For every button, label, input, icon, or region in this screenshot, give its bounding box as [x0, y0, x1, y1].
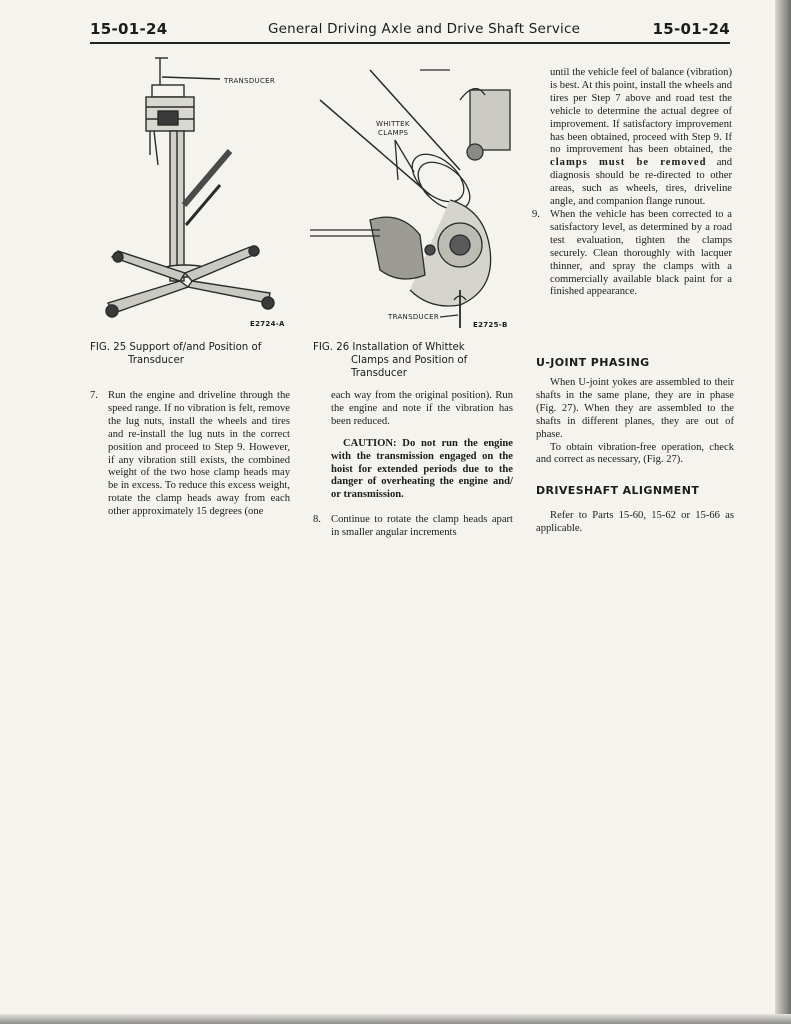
- whittek-label: WHITTEK: [376, 120, 410, 128]
- continuation-text-b: and diagnosis should be re-directed to other areas, such as wheels, tires, driveline angle, and companion flange runout.: [550, 157, 732, 208]
- ujoint-phasing-heading: U-JOINT PHASING: [536, 356, 650, 369]
- caution-note: CAUTION: Do not run the engine with the transmission engaged on the hoist for extended periods due to the danger of overheating the engine and/ or transmission.: [331, 437, 513, 501]
- caption-line-2: Clamps and Position of: [351, 355, 468, 366]
- step-text: When the vehicle has been corrected to a satisfactory level, as determined by a road test evaluation, tighten the clamps securely. Clean thoroughly with lacquer thinner, and spray the clamps with a commercially available black paint for a finished appearance.: [550, 208, 732, 298]
- whittek-clamp-illustration: [310, 60, 516, 332]
- ujoint-paragraph-2: To obtain vibration-free operation, check and correct as necessary, (Fig. 27).: [536, 441, 734, 466]
- clamps-removed-emphasis: clamps must be removed: [550, 157, 707, 169]
- column-1-text: [90, 390, 290, 519]
- ujoint-paragraph-1: When U-joint yokes are assembled to their shafts in the same plane, they are in phase (Fig. 27). When they are assembled to the shafts in different planes, they are out of phase.: [536, 377, 734, 440]
- column-3-text: [532, 67, 732, 299]
- caption-line-1: FIG. 26 Installation of Whittek: [313, 342, 465, 353]
- step-8: [313, 514, 513, 540]
- caption-line-2: Transducer: [128, 355, 184, 366]
- step-number: 8.: [313, 514, 321, 526]
- transducer-label: TRANSDUCER: [388, 313, 440, 321]
- step-text: Run the engine and driveline through the speed range. If no vibration is felt, remove the lug nuts, install the wheels and tires and re-install the lug nuts in the correct position and proceed to Step 9. However, if any vibration still exists, the combined weight of the two hose clamp heads may be in excess. To reduce this excess weight, rotate the clamp heads away from each other approximately 15 degrees (one: [108, 390, 290, 518]
- caption-line-3: Transducer: [351, 368, 407, 379]
- transducer-label: TRANSDUCER: [224, 77, 276, 85]
- transducer-stand-illustration: [100, 55, 290, 333]
- caption-line-1: FIG. 25 Support of/and Position of: [90, 342, 262, 353]
- clamps-label: CLAMPS: [378, 129, 409, 137]
- page-title: General Driving Axle and Drive Shaft Service: [268, 21, 581, 37]
- driveshaft-alignment-heading: DRIVESHAFT ALIGNMENT: [536, 484, 700, 497]
- step-text: Continue to rotate the clamp heads apart in smaller angular increments: [331, 514, 513, 539]
- figure-26-caption: [313, 341, 523, 380]
- continuation-text-a: until the vehicle feel of balance (vibration) is best. At this point, install the wheels and tires per Step 7 above and road test the vehicle to determine the actual degree of improvement. If satisfactory improvement has been obtained, proceed with Step 9. If no improvement has been obtained, the: [550, 67, 732, 156]
- page-number-left: 15-01-24: [90, 20, 168, 38]
- driveshaft-alignment-text: [536, 510, 734, 536]
- figure-code: E2725-B: [473, 321, 508, 329]
- figure-25-caption: [90, 341, 310, 367]
- header-rule: [90, 42, 730, 44]
- step-8-continuation: [532, 67, 732, 209]
- figure-26-whittek-clamps: [310, 60, 516, 332]
- figure-code: E2724-A: [250, 320, 285, 328]
- step-number: 9.: [532, 208, 540, 220]
- alignment-paragraph: Refer to Parts 15-60, 15-62 or 15-66 as applicable.: [536, 510, 734, 534]
- ujoint-phasing-text: [536, 377, 734, 467]
- page-number-right: 15-01-24: [652, 20, 730, 38]
- step-7-continuation: each way from the original position). Run the engine and note if the vibration has been reduced.: [331, 390, 513, 427]
- page-header: [90, 18, 730, 42]
- page-edge-shadow: [775, 0, 791, 1024]
- figure-25-transducer-stand: [100, 55, 290, 333]
- column-2-text: [313, 390, 513, 540]
- page-bottom-edge: [0, 1014, 791, 1024]
- step-7: [90, 390, 290, 519]
- step-number: 7.: [90, 390, 98, 401]
- step-9: [532, 209, 732, 299]
